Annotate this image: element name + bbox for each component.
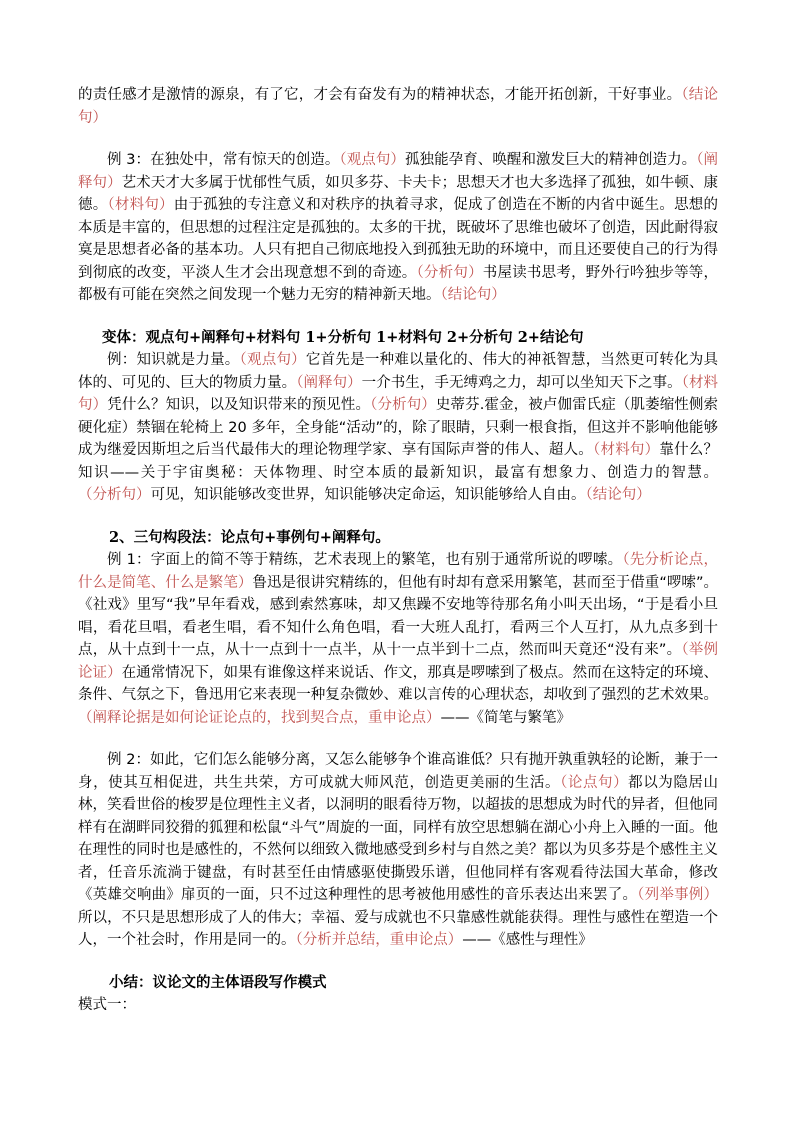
annotation-label: （材料句） xyxy=(78,374,719,413)
annotation-label: （观点句） xyxy=(239,352,306,368)
annotation-label: （举例论证） xyxy=(78,642,718,681)
body-text: 例 3：在独处中，常有惊天的创造。 xyxy=(107,152,340,168)
body-text: 书屋读书思考，野外行吟独步等等，都极有可能在突然之间发现一个魅力无穷的精神新天地。 xyxy=(78,264,719,303)
annotation-label: （阐释句） xyxy=(78,152,718,191)
paragraph-conclusion-tail xyxy=(78,84,718,129)
body-text: 它首先是一种难以量化的、伟大的神祇智慧，当然更可转化为具体的、可见的、巨大的物质力量。 xyxy=(78,352,719,391)
annotation-label: （分析句） xyxy=(370,397,436,413)
body-text: 鲁迅是很讲究精练的，但他有时却有意采用繁笔，甚而至于借重“啰嗦”。《社戏》里写“我”早年看戏，感到索然寡味，却又焦躁不安地等待那名角小叫天出场，“于是看小旦唱，看花旦唱，看老生唱，看不知什么角色唱，看一大班人乱打，看两三个人互打，从九点多到十点，从十点到十一点，从十一点到十一点半，从十一点半到十二点，然而叫天竟还“没有来”。 xyxy=(78,574,718,658)
body-text: 都以为隐居山林，笑看世俗的梭罗是位理性主义者，以洞明的眼看待万物，以超拔的思想成为时代的异者，但他同样有在湖畔同狡猾的狐狸和松鼠“斗气”周旋的一面，同样有放空思想躺在湖心小舟上入睡的一面。他在理性的同时也是感性的，不然何以细致入微地感受到乡村与自然之美？都以为贝多芬是个感性主义者，任音乐流淌于键盘，有时甚至任由情感驱使撕毁乐谱，但他同样有客观看待法国大革命，修改《英雄交响曲》扉页的一面，只不过这种理性的思考被他用感性的音乐表达出来罢了。 xyxy=(78,774,718,903)
annotation-label: （观点句） xyxy=(339,152,405,168)
annotation-label: （材料句） xyxy=(593,442,660,458)
body-text: 可见，知识能够改变世界，知识能够决定命运，知识能够给人自由。 xyxy=(150,487,586,503)
body-text: 凭什么？知识，以及知识带来的预见性。 xyxy=(107,397,371,413)
body-text: 由于孤独的专注意义和对秩序的执着寻求，促成了创造在不断的内省中诞生。思想的本质是丰富的，但思想的过程注定是孤独的。太多的干扰，既破坏了思维也破坏了创造，因此耐得寂寞是思想者必备的基本功。人只有把自己彻底地投入到孤独无助的环境中，而且还要使自己的行为得到彻底的改变，平淡人生才会出现意想不到的奇迹。 xyxy=(78,197,719,281)
annotation-label: （结论句） xyxy=(585,487,651,503)
annotation-label: （阐释句） xyxy=(296,374,362,391)
body-text: 孤独能孕育、唤醒和激发巨大的精神创造力。 xyxy=(404,152,697,168)
body-text: 靠什么？知识——关于宇宙奥秘：天体物理、时空本质的最新知识，最富有想象力、创造力的智慧。 xyxy=(78,442,719,481)
annotation-label: （列举事例） xyxy=(637,887,718,903)
body-text: 例：知识就是力量。 xyxy=(107,352,240,368)
source-citation: ——《感性与理性》 xyxy=(462,932,593,948)
annotation-label: （阐释论据是如何论证论点的，找到契合点，重申论点） xyxy=(78,709,441,726)
body-text: 史蒂芬.霍金，被卢伽雷氏症（肌萎缩性侧索硬化症）禁锢在轮椅上 20 多年，全身能“活动”的，除了眼睛，只剩一根食指，但这并不影响他能够成为继爱因斯坦之后当代最伟大的理论物理学家、享有国际声誉的伟人、超人。 xyxy=(78,397,719,458)
paragraph-example-1 xyxy=(78,549,718,729)
annotation-label: （分析并总结，重申论点） xyxy=(295,932,463,948)
body-text: 例 1：字面上的简不等于精练，艺术表现上的繁笔，也有别于通常所说的啰嗦。 xyxy=(107,552,623,568)
annotation-label: （分析句） xyxy=(416,264,483,281)
body-text: 在通常情况下，如果有谁像这样来说话、作文，那真是啰嗦到了极点。然而在这特定的环境、条件、气氛之下，鲁迅用它来表现一种复杂微妙、难以言传的心理状态，却收到了强烈的艺术效果。 xyxy=(78,664,718,703)
document-body xyxy=(78,84,718,1017)
paragraph-example-2 xyxy=(78,749,718,952)
summary-heading: 小结：议论文的主体语段写作模式 xyxy=(109,973,327,991)
paragraph-knowledge-example xyxy=(78,349,718,507)
source-citation: ——《简笔与繁笔》 xyxy=(440,709,571,726)
paragraph-example-3 xyxy=(78,149,718,307)
body-text: 所以，不只是思想形成了人的伟大；幸福、爱与成就也不只靠感性就能获得。理性与感性在塑造一个人，一个社会时，作用是同一的。 xyxy=(78,909,718,948)
section-heading-variant: 变体：观点句+阐释句+材料句 1+分析句 1+材料句 2+分析句 2+结论句 xyxy=(102,328,584,346)
body-text: 艺术天才大多属于忧郁性气质，如贝多芬、卡夫卡；思想天才也大多选择了孤独，如牛顿、康德。 xyxy=(78,174,718,213)
annotation-label: （材料句） xyxy=(107,197,174,213)
section-heading-three-sentence: 2、三句构段法：论点句+事例句+阐释句。 xyxy=(109,528,390,546)
body-text: 的责任感才是激情的源泉，有了它，才会有奋发有为的精神状态，才能开拓创新，干好事业。 xyxy=(78,87,682,103)
annotation-label: （分析句） xyxy=(78,487,151,503)
body-text: 例 2：如此，它们怎么能够分离，又怎么能够争个谁高谁低？只有抛开孰重孰轻的论断，兼于一身，使其互相促进，共生共荣，方可成就大师风范，创造更美丽的生活。 xyxy=(78,752,718,791)
mode-one-label: 模式一： xyxy=(78,997,136,1013)
body-text: 一介书生，手无缚鸡之力，却可以坐知天下之事。 xyxy=(361,374,682,391)
annotation-label: （论点句） xyxy=(560,774,629,791)
annotation-label: （结论句） xyxy=(78,87,719,126)
annotation-label: （先分析论点，什么是简笔、什么是繁笔） xyxy=(78,552,718,591)
annotation-label: （结论句） xyxy=(440,287,506,303)
